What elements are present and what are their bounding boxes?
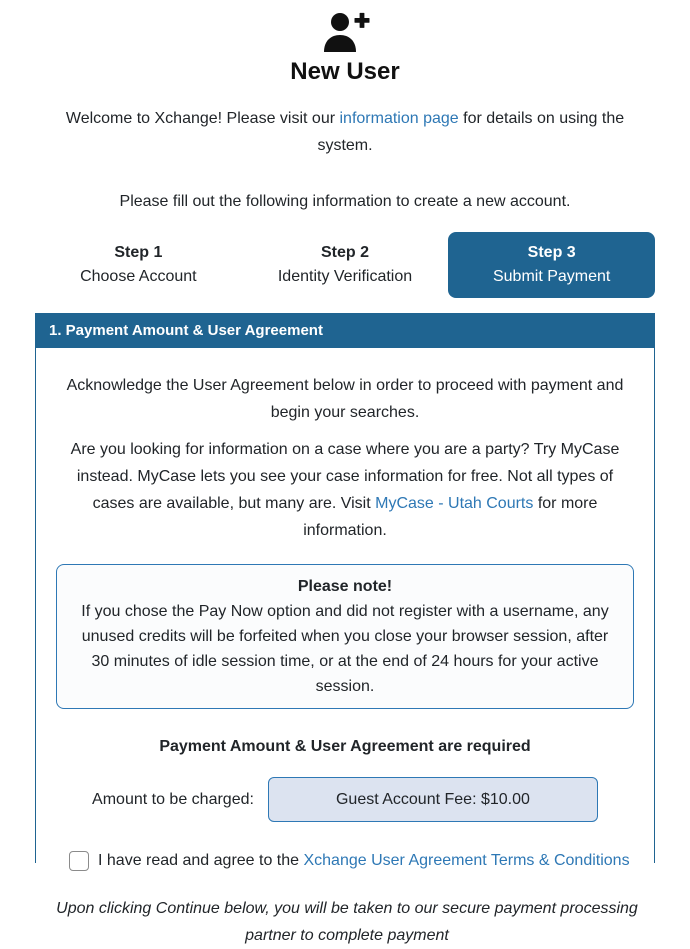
mycase-pre: Are you looking for information on a case where you are a party? Try MyCase instead. MyCase lets you see your case information for free. Not all types of cases are available, but many are. Visit bbox=[70, 441, 620, 512]
note-title: Please note! bbox=[297, 578, 393, 595]
mycase-post: for more information. bbox=[303, 495, 598, 539]
information-page-link[interactable]: information page bbox=[339, 110, 459, 127]
page-title: New User bbox=[290, 58, 400, 85]
welcome-text bbox=[43, 105, 647, 159]
amount-label: Amount to be charged: bbox=[92, 791, 254, 808]
welcome-pre: Welcome to Xchange! Please visit our bbox=[65, 110, 340, 127]
step-number: Step 2 bbox=[321, 244, 370, 261]
section-header: 1. Payment Amount & User Agreement bbox=[36, 314, 654, 348]
instruction-text: Please fill out the following information to create a new account. bbox=[119, 193, 571, 210]
step-number: Step 1 bbox=[114, 244, 163, 261]
steps-tabs bbox=[35, 232, 655, 298]
continue-note: Upon clicking Continue below, you will be taken to our secure payment processing partner to complete payment bbox=[56, 900, 638, 944]
section-body bbox=[36, 348, 654, 949]
person-plus-icon bbox=[0, 12, 690, 54]
agree-checkbox[interactable] bbox=[69, 851, 89, 871]
user-agreement-link[interactable]: Xchange User Agreement Terms & Conditions bbox=[303, 852, 630, 869]
tab-step-3-submit-payment[interactable] bbox=[448, 232, 655, 298]
note-body: If you chose the Pay Now option and did not register with a username, any unused credits will be forfeited when you close your browser session, after 30 minutes of idle session time, or at the end of 24 hours for your active session. bbox=[81, 603, 609, 695]
mycase-text bbox=[56, 436, 634, 544]
guest-account-fee-option[interactable]: Guest Account Fee: $10.00 bbox=[268, 777, 598, 822]
amount-row bbox=[56, 777, 634, 822]
tab-step-2-identity-verification[interactable] bbox=[242, 232, 449, 298]
step-label: Submit Payment bbox=[492, 268, 611, 285]
step-label: Choose Account bbox=[80, 268, 197, 285]
agree-pre: I have read and agree to the bbox=[98, 852, 304, 869]
mycase-link[interactable]: MyCase - Utah Courts bbox=[375, 495, 534, 512]
tab-step-1-choose-account[interactable] bbox=[35, 232, 242, 298]
payment-section-panel bbox=[35, 313, 655, 944]
welcome-post: for details on using the system. bbox=[317, 110, 625, 154]
step-label: Identity Verification bbox=[277, 268, 413, 285]
required-notice: Payment Amount & User Agreement are required bbox=[159, 738, 531, 755]
agree-text bbox=[98, 847, 630, 874]
agree-row bbox=[69, 847, 634, 874]
step-number: Step 3 bbox=[527, 244, 576, 261]
please-note-box bbox=[56, 564, 634, 709]
page-header bbox=[0, 0, 690, 215]
acknowledge-text: Acknowledge the User Agreement below in order to proceed with payment and begin your searches. bbox=[66, 377, 624, 421]
